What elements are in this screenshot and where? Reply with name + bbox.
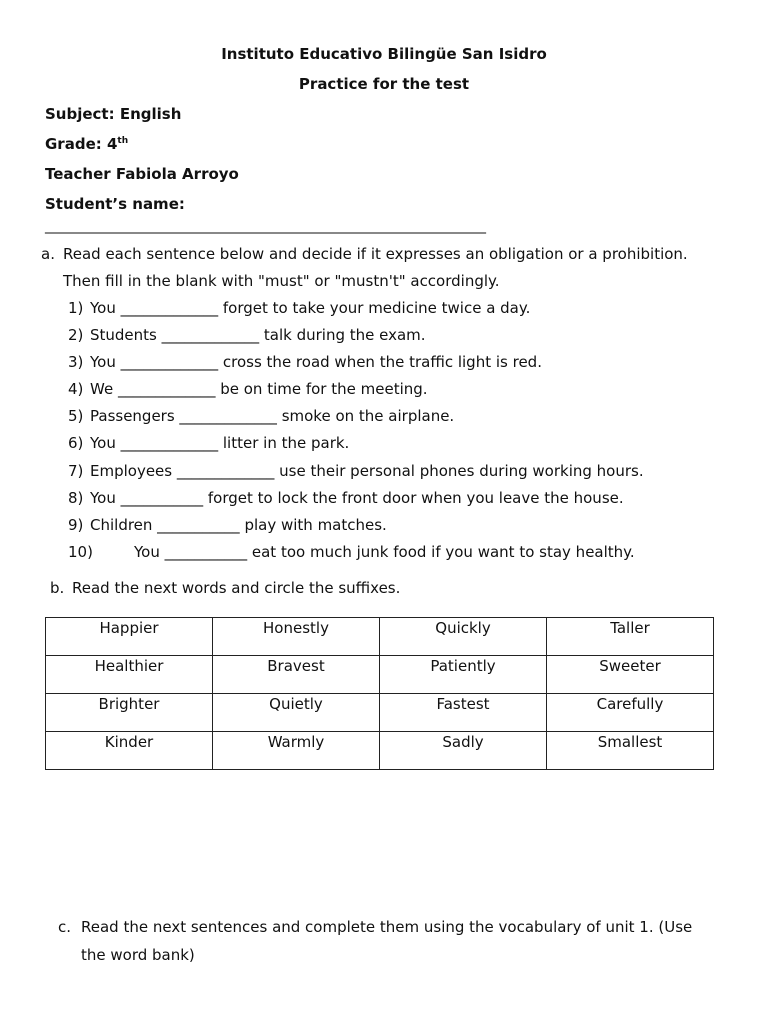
table-cell: Happier [46, 618, 213, 656]
item-text: Passengers _____________ smoke on the airplane. [90, 407, 455, 425]
table-row [46, 694, 714, 732]
table-cell: Fastest [380, 694, 547, 732]
table-cell: Carefully [547, 694, 714, 732]
item-text: You ___________ forget to lock the front door when you leave the house. [90, 489, 624, 507]
table-cell: Bravest [213, 656, 380, 694]
item-text: Employees _____________ use their personal phones during working hours. [90, 462, 644, 480]
teacher-label: Teacher Fabiola Arroyo [45, 165, 239, 183]
table-row [46, 618, 714, 656]
item-number: 5) [68, 407, 84, 425]
section-c-instruction-2: the word bank) [81, 946, 195, 964]
school-name: Instituto Educativo Bilingüe San Isidro [221, 45, 547, 63]
list-item [68, 353, 542, 371]
list-item [68, 434, 350, 452]
list-item [68, 489, 624, 507]
subject-label: Subject: English [45, 105, 182, 123]
item-text: Children ___________ play with matches. [90, 516, 387, 534]
student-name-label: Student’s name: [45, 195, 185, 213]
list-item [68, 326, 426, 344]
grade-label [45, 135, 128, 153]
item-number: 10) [68, 543, 93, 561]
section-a-marker: a. [41, 245, 55, 263]
student-name-line: _______________________________________________________________ [45, 218, 486, 234]
list-item [68, 516, 387, 534]
item-text: You ___________ eat too much junk food if you want to stay healthy. [134, 543, 635, 561]
section-b-instruction: Read the next words and circle the suffixes. [72, 579, 401, 597]
item-number: 6) [68, 434, 84, 452]
item-number: 3) [68, 353, 84, 371]
table-cell: Honestly [213, 618, 380, 656]
item-number: 4) [68, 380, 84, 398]
grade-text: Grade: 4 [45, 135, 118, 153]
list-item [68, 462, 644, 480]
suffix-table [45, 617, 714, 770]
item-text: Students _____________ talk during the exam. [90, 326, 426, 344]
table-cell: Sweeter [547, 656, 714, 694]
section-b-marker: b. [50, 579, 65, 597]
item-number: 8) [68, 489, 84, 507]
table-cell: Sadly [380, 732, 547, 770]
table-row [46, 656, 714, 694]
table-cell: Healthier [46, 656, 213, 694]
page-title: Practice for the test [298, 75, 470, 93]
list-item [68, 299, 531, 317]
section-a-instruction-2: Then fill in the blank with "must" or "mustn't" accordingly. [63, 272, 500, 290]
table-cell: Taller [547, 618, 714, 656]
table-cell: Quietly [213, 694, 380, 732]
section-c-marker: c. [58, 918, 72, 936]
list-item [68, 380, 428, 398]
item-text: You _____________ litter in the park. [90, 434, 350, 452]
item-text: You _____________ forget to take your medicine twice a day. [90, 299, 531, 317]
table-cell: Kinder [46, 732, 213, 770]
table-row [46, 732, 714, 770]
list-item [68, 543, 635, 561]
list-item [68, 407, 455, 425]
item-number: 2) [68, 326, 84, 344]
table-cell: Quickly [380, 618, 547, 656]
item-text: We _____________ be on time for the meeting. [90, 380, 428, 398]
section-a-instruction-1: Read each sentence below and decide if it expresses an obligation or a prohibition. [63, 245, 688, 263]
table-cell: Warmly [213, 732, 380, 770]
item-text: You _____________ cross the road when the traffic light is red. [90, 353, 542, 371]
table-cell: Smallest [547, 732, 714, 770]
table-cell: Patiently [380, 656, 547, 694]
item-number: 1) [68, 299, 84, 317]
grade-ordinal: th [117, 136, 129, 146]
item-number: 7) [68, 462, 84, 480]
section-c-instruction-1: Read the next sentences and complete them using the vocabulary of unit 1. (Use [81, 918, 693, 936]
item-number: 9) [68, 516, 84, 534]
table-cell: Brighter [46, 694, 213, 732]
